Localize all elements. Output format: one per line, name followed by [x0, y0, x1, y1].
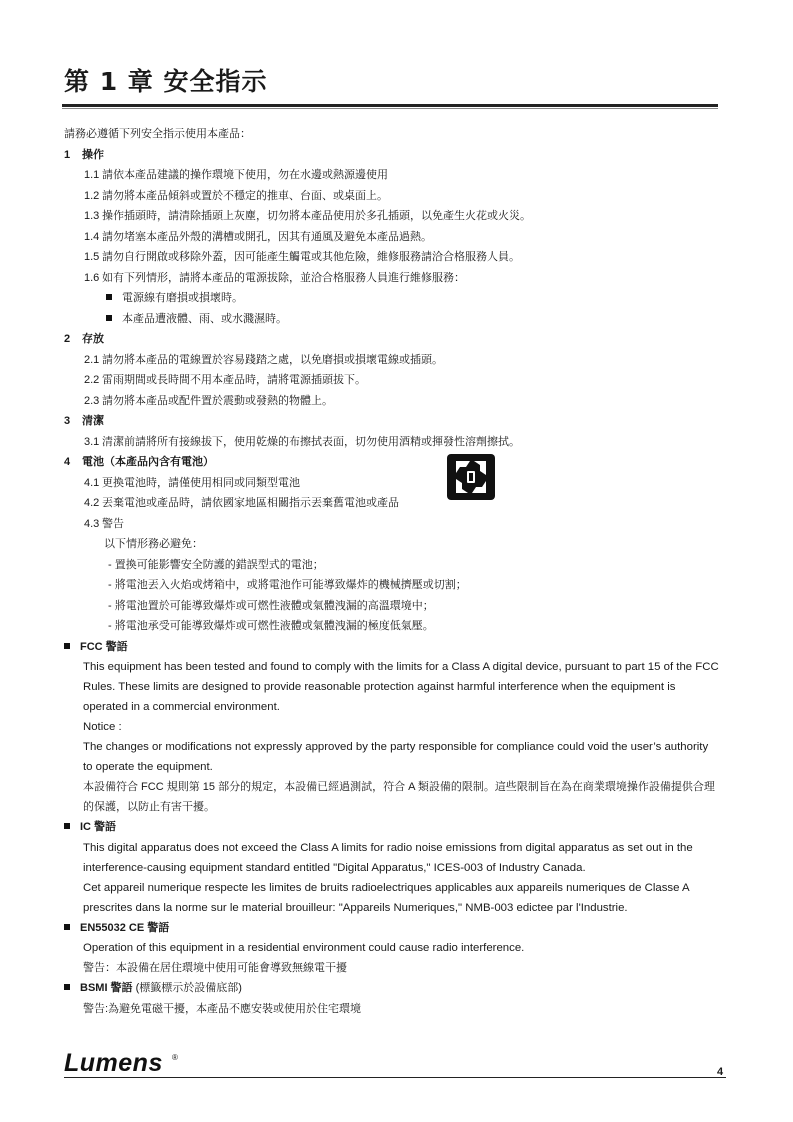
en55032-paragraph-zh: 警告：本設備在居住環境中使用可能會導致無線電干擾 [83, 962, 347, 974]
registered-mark: ® [172, 1053, 178, 1062]
list-item: 2.1 請勿將本產品的電線置於容易踐踏之處，以免磨損或損壞電線或插頭。 [84, 353, 443, 366]
notice-heading-fcc: FCC 警語 [64, 637, 720, 658]
list-item: 1.2 請勿將本產品傾斜或置於不穩定的推車、台面、或桌面上。 [84, 189, 388, 202]
en55032-paragraph: Operation of this equipment in a residential environment could cause radio interference. [83, 942, 525, 954]
title-divider [62, 104, 718, 107]
fcc-paragraph-zh: 本設備符合 FCC 規則第 15 部分的規定，本設備已經過測試，符合 A 類設備的限制。這些限制旨在為在商業環境操作設備提供合理的保護，以防止有害干擾。 [83, 781, 715, 813]
list-item: 4.3 警告 [84, 517, 124, 530]
square-bullet-icon [64, 918, 74, 928]
list-item: 1.4 請勿堵塞本產品外殼的溝槽或開孔，因其有通風及避免本產品過熱。 [84, 230, 432, 243]
warning-item: - 置換可能影響安全防護的錯誤型式的電池； [108, 558, 324, 571]
bsmi-heading-note: (標籤標示於設備底部) [135, 982, 242, 994]
warning-item: - 將電池置於可能導致爆炸或可燃性液體或氣體洩漏的高溫環境中； [108, 599, 434, 612]
list-item: 1.5 請勿自行開啟或移除外蓋，因可能產生觸電或其他危險，維修服務請洽合格服務人員。 [84, 251, 520, 263]
ic-paragraph: This digital apparatus does not exceed the Class A limits for radio noise emissions from digital apparatus as set out in the interference-causing equipment standard entitled "Digital Apparatus," ICES-003 of Industry Canada. [83, 841, 693, 874]
list-item: 1.1 請依本產品建議的操作環境下使用，勿在水邊或熱源邊使用 [84, 169, 388, 181]
square-bullet-icon [64, 637, 74, 647]
list-item: 4.2 丟棄電池或產品時，請依國家地區相關指示丟棄舊電池或產品 [84, 497, 399, 509]
document-body [64, 124, 720, 1019]
section-number: 1 [64, 148, 71, 161]
bsmi-paragraph: 警告:為避免電磁干擾，本產品不應安裝或使用於住宅環境 [83, 1002, 362, 1015]
square-bullet-icon [64, 978, 74, 988]
ic-paragraph-fr: Cet appareil numerique respecte les limites de bruits radioelectriques applicables aux appareils numeriques de Classe A prescrites dans la norme sur le material brouilleur: "Appareils Numeriques," NMB-003 edictee par l'Industrie. [83, 881, 689, 914]
footer-divider [64, 1077, 726, 1078]
fcc-paragraph: The changes or modifications not expressly approved by the party responsible for compliance could void the user’s authority to operate the equipment. [83, 741, 709, 773]
battery-recycle-icon [446, 453, 496, 501]
warning-item: - 將電池承受可能導致爆炸或可燃性液體或氣體洩漏的極度低氣壓。 [108, 620, 434, 632]
section-label: 操作 [82, 148, 104, 161]
notice-heading-ic: IC 警語 [64, 817, 720, 838]
warning-item: - 將電池丟入火焰或烤箱中，或將電池作可能導致爆炸的機械擠壓或切割； [108, 579, 467, 591]
notice-heading-bsmi: BSMI 警語 (標籤標示於設備底部) [64, 978, 720, 999]
list-item: 3.1 清潔前請將所有接線拔下，使用乾燥的布擦拭表面，切勿使用酒精或揮發性溶劑擦拭。 [84, 435, 520, 448]
list-item: 2.3 請勿將本產品或配件置於震動或發熱的物體上。 [84, 394, 333, 407]
list-item: 1.3 操作插頭時，請清除插頭上灰塵，切勿將本產品使用於多孔插頭，以免產生火花或火災。 [84, 210, 531, 222]
warning-intro: 以下情形務必避免： [104, 538, 203, 550]
section-heading [64, 145, 720, 166]
lumens-logo: Lumens [64, 1049, 163, 1077]
bullet-item: 電源線有磨損或損壞時。 [64, 288, 720, 309]
square-bullet-icon [106, 288, 116, 298]
list-item: 2.2 雷雨期間或長時間不用本產品時，請將電源插頭拔下。 [84, 374, 366, 386]
square-bullet-icon [64, 817, 74, 827]
square-bullet-icon [106, 309, 116, 319]
page-title: 第 1 章 安全指示 [64, 67, 268, 96]
page-number: 4 [717, 1066, 724, 1078]
list-item: 1.6 如有下列情形，請將本產品的電源拔除，並洽合格服務人員進行維修服務： [84, 271, 465, 284]
notice-heading-en55032: EN55032 CE 警語 [64, 918, 720, 939]
list-item: 4.1 更換電池時，請僅使用相同或同類型電池 [84, 476, 300, 489]
intro-text: 請務必遵循下列安全指示使用本產品： [64, 128, 251, 140]
section-heading: 4 電池（本產品內含有電池） [64, 456, 214, 468]
fcc-notice-label: Notice : [83, 721, 122, 733]
bullet-item: 本產品遭液體、雨、或水濺濕時。 [64, 309, 720, 330]
section-heading: 2 存放 [64, 333, 104, 345]
fcc-paragraph: This equipment has been tested and found to comply with the limits for a Class A digital device, pursuant to part 15 of the FCC Rules. These limits are designed to provide reasonable protection against harmful interference when the equipment is operated in a commercial environment. [83, 661, 719, 713]
section-heading: 3 清潔 [64, 415, 104, 427]
title-divider-thin [62, 108, 718, 109]
